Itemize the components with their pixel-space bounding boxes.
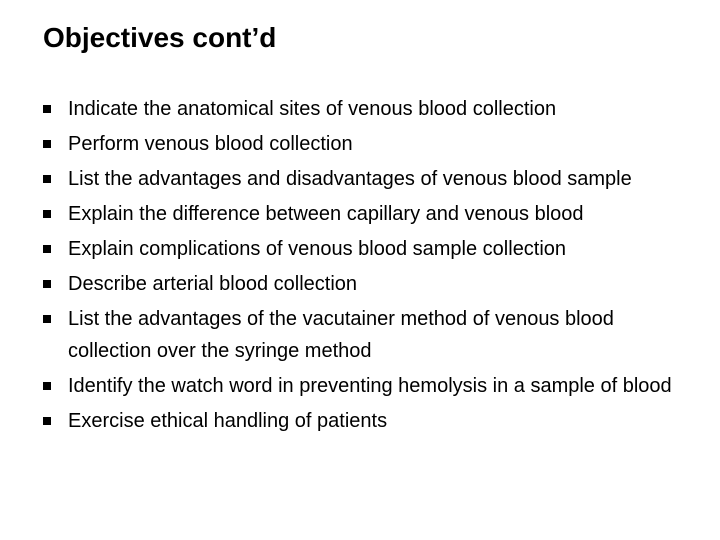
objective-item xyxy=(40,93,680,125)
objectives-list xyxy=(40,93,680,440)
square-bullet-icon xyxy=(43,140,51,148)
objective-item xyxy=(40,128,680,160)
objective-text: Exercise ethical handling of patients xyxy=(68,410,388,432)
objective-item xyxy=(40,233,680,265)
objective-text: Identify the watch word in preventing hemolysis in a sample of blood xyxy=(68,375,672,397)
objective-item xyxy=(40,303,680,367)
objective-item xyxy=(40,405,680,437)
square-bullet-icon xyxy=(43,175,51,183)
objective-text: List the advantages and disadvantages of venous blood sample xyxy=(68,168,632,190)
objective-text: Indicate the anatomical sites of venous blood collection xyxy=(68,98,557,120)
objective-text: List the advantages of the vacutainer method of venous blood collection over the syringe method xyxy=(68,308,614,362)
square-bullet-icon xyxy=(43,210,51,218)
square-bullet-icon xyxy=(43,382,51,390)
square-bullet-icon xyxy=(43,417,51,425)
square-bullet-icon xyxy=(43,315,51,323)
objective-text: Explain complications of venous blood sample collection xyxy=(68,238,567,260)
slide-title: Objectives cont’d xyxy=(43,22,277,53)
objective-text: Perform venous blood collection xyxy=(68,133,353,155)
square-bullet-icon xyxy=(43,105,51,113)
square-bullet-icon xyxy=(43,280,51,288)
objective-item xyxy=(40,370,680,402)
objective-item xyxy=(40,163,680,195)
square-bullet-icon xyxy=(43,245,51,253)
objective-text: Describe arterial blood collection xyxy=(68,273,358,295)
objective-text: Explain the difference between capillary and venous blood xyxy=(68,203,584,225)
objective-item xyxy=(40,268,680,300)
objective-item xyxy=(40,198,680,230)
